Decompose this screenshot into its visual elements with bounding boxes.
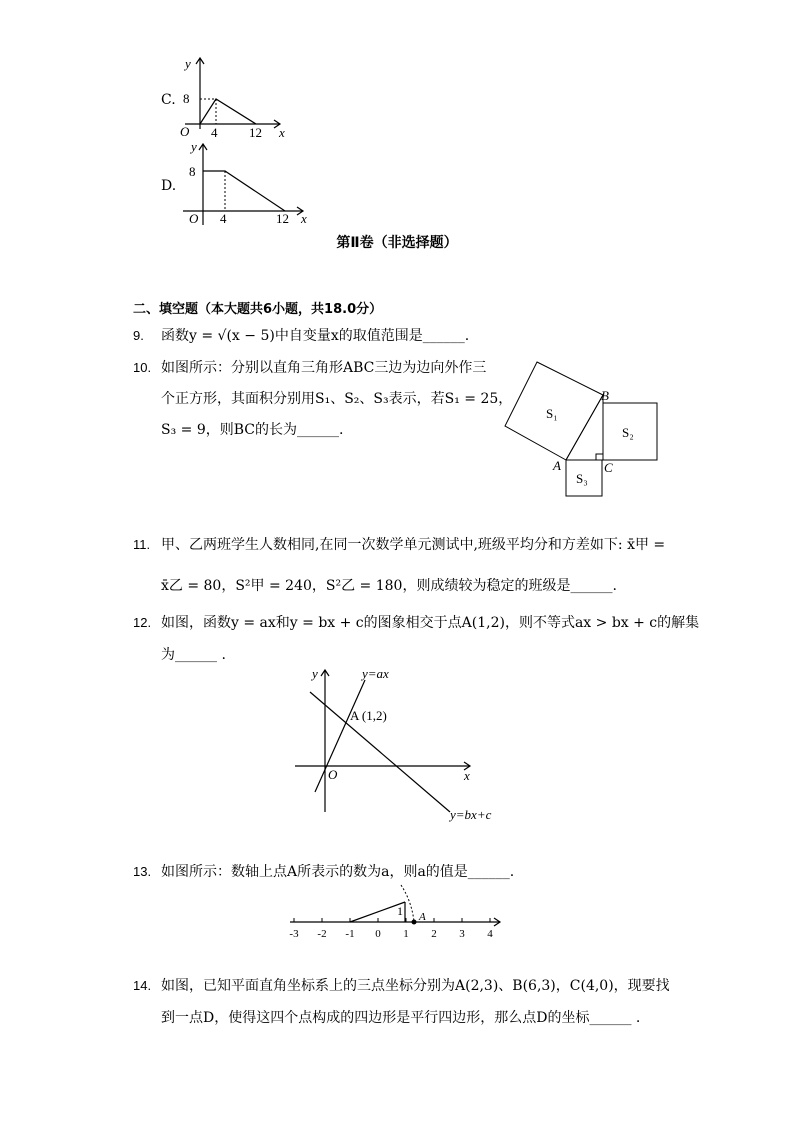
q14-line1: 如图，已知平面直角坐标系上的三点坐标分别为A(2,3)、B(6,3)，C(4,0)，现要找 [161, 978, 670, 994]
tick-label: 1 [403, 928, 409, 940]
point-a-label: A [553, 458, 561, 473]
q11-number: 11. [133, 537, 151, 552]
q13-number-line [285, 880, 510, 942]
x-label: x [301, 211, 307, 226]
x-tick-label-2: 12 [249, 125, 262, 140]
x-tick-label-2: 12 [276, 211, 289, 226]
q12-number: 12. [133, 615, 152, 630]
line-ax-label: y=ax [362, 666, 389, 681]
q11-line2: x̄乙 = 80，S²甲 = 240，S²乙 = 180，则成绩较为稳定的班级是______. [161, 578, 617, 594]
origin-label: O [328, 767, 338, 782]
graph-line [200, 99, 256, 124]
intersection-label: A (1,2) [350, 708, 387, 723]
tick-label: 4 [487, 928, 493, 940]
right-angle-mark [596, 454, 603, 460]
origin-label: O [189, 211, 199, 226]
q9-text: 函数y = √(x − 5)中自变量x的取值范围是______. [161, 328, 470, 344]
y-tick-label: 8 [189, 164, 196, 179]
q13-text: 如图所示：数轴上点A所表示的数为a，则a的值是______. [161, 864, 515, 880]
q13-number: 13. [133, 864, 152, 879]
y-label: y [312, 666, 318, 681]
tick-labels [289, 928, 493, 940]
part-title: 第Ⅱ卷（非选择题） [336, 235, 458, 251]
q11-line1: 甲、乙两班学生人数相同,在同一次数学单元测试中,班级平均分和方差如下: x̄甲 = [161, 537, 666, 553]
point-a-label: A [419, 911, 426, 923]
q10-number: 10. [133, 360, 152, 375]
section-heading: 二、填空题（本大题共6小题，共18.0分） [133, 302, 383, 317]
figure-d-graph [175, 140, 315, 230]
point-c-label: C [604, 460, 613, 475]
q12-line2: 为______ . [161, 647, 226, 663]
y-tick-label: 8 [183, 91, 190, 106]
tick-label: -3 [289, 928, 299, 940]
line-bxc-label: y=bx+c [450, 807, 492, 822]
option-d-label: D. [161, 178, 177, 194]
tick-label: -2 [317, 928, 327, 940]
tick-label: 0 [375, 928, 381, 940]
s3-label: S₃ [576, 471, 588, 486]
q14-line2: 到一点D，使得这四个点构成的四边形是平行四边形，那么点D的坐标______ . [161, 1010, 641, 1026]
x-label: x [464, 768, 470, 783]
tick-label: 2 [431, 928, 437, 940]
tick-label: 3 [459, 928, 465, 940]
q12-graph [290, 662, 510, 827]
graph-line [203, 171, 285, 211]
hypotenuse-ab [566, 395, 603, 460]
q10-squares-figure [500, 360, 670, 500]
q10-line2: 个正方形，其面积分别用S₁、S₂、S₃表示，若S₁ = 25， [161, 391, 513, 407]
figure-c-graph [175, 55, 295, 140]
x-tick-label-1: 4 [220, 211, 227, 226]
line-y-ax [315, 680, 365, 792]
q14-number: 14. [133, 978, 152, 993]
q9-number: 9. [133, 328, 144, 343]
y-label: y [191, 140, 197, 154]
q10-line1: 如图所示：分别以直角三角形ABC三边为边向外作三 [161, 360, 487, 376]
q12-line1: 如图，函数y = ax和y = bx + c的图象相交于点A(1,2)，则不等式ax > bx + c的解集 [161, 615, 700, 631]
point-a [412, 920, 417, 925]
y-label: y [185, 56, 191, 71]
x-label: x [279, 125, 285, 140]
origin-label: O [180, 124, 190, 139]
tick-label: -1 [345, 928, 355, 940]
s2-label: S₂ [622, 425, 634, 440]
q10-line3: S₃ = 9，则BC的长为______. [161, 422, 344, 438]
s1-label: S₁ [546, 406, 558, 421]
unit-height-label: 1 [397, 904, 403, 918]
option-c-label: C. [161, 92, 176, 108]
point-b-label: B [601, 388, 609, 403]
x-tick-label-1: 4 [211, 125, 218, 140]
